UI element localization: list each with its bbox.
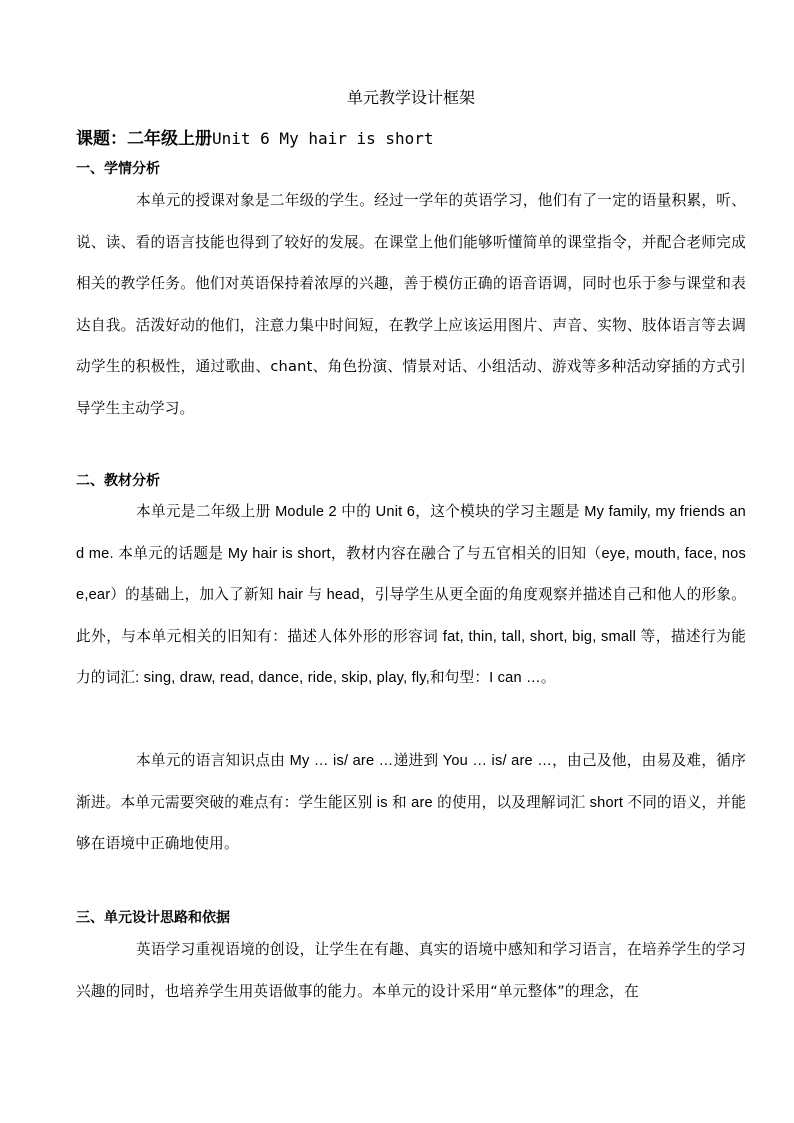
paragraph-material-analysis-1: 本单元是二年级上册 Module 2 中的 Unit 6，这个模块的学习主题是 My family, my friends and me. 本单元的话题是 My hair is short，教材内容在融合了与五官相关的旧知（eye, mouth, face, nose,ear）的基础上，加入了新知 hair 与 head，引导学生从更全面的角度观察并描述自己和他人的形象。此外，与本单元相关的旧知有：描述人体外形的形容词 fat, thin, tall, short, big, small 等，描述行为能力的词汇: sing, draw, read, dance, ride, skip, play, fly,和句型：I can …。	[76, 504, 746, 686]
paragraph-design-rationale: 英语学习重视语境的创设，让学生在有趣、真实的语境中感知和学习语言，在培养学生的学习兴趣的同时，也培养学生用英语做事的能力。本单元的设计采用“单元整体”的理念，在	[76, 941, 746, 1000]
document-title: 单元教学设计框架	[346, 88, 475, 107]
section-heading-design-rationale: 三、单元设计思路和依据	[76, 910, 230, 926]
paragraph-material-analysis-2: 本单元的语言知识点由 My … is/ are …递进到 You … is/ are …，由己及他，由易及难，循序渐进。本单元需要突破的难点有：学生能区别 is 和 are 的使用，以及理解词汇 short 不同的语义，并能够在语境中正确地使用。	[76, 753, 746, 852]
topic-label: 课题：二年级上册	[76, 129, 212, 149]
section-heading-learner-analysis: 一、学情分析	[76, 161, 160, 177]
lesson-topic	[76, 126, 434, 152]
topic-unit: Unit 6 My hair is short	[212, 129, 434, 148]
section-heading-material-analysis: 二、教材分析	[76, 473, 160, 489]
paragraph-learner-analysis: 本单元的授课对象是二年级的学生。经过一学年的英语学习，他们有了一定的语量积累，听、说、读、看的语言技能也得到了较好的发展。在课堂上他们能够听懂简单的课堂指令，并配合老师完成相关的教学任务。他们对英语保持着浓厚的兴趣，善于模仿正确的语音语调，同时也乐于参与课堂和表达自我。活泼好动的他们，注意力集中时间短，在教学上应该运用图片、声音、实物、肢体语言等去调动学生的积极性，通过歌曲、chant、角色扮演、情景对话、小组活动、游戏等多种活动穿插的方式引导学生主动学习。	[76, 192, 746, 417]
